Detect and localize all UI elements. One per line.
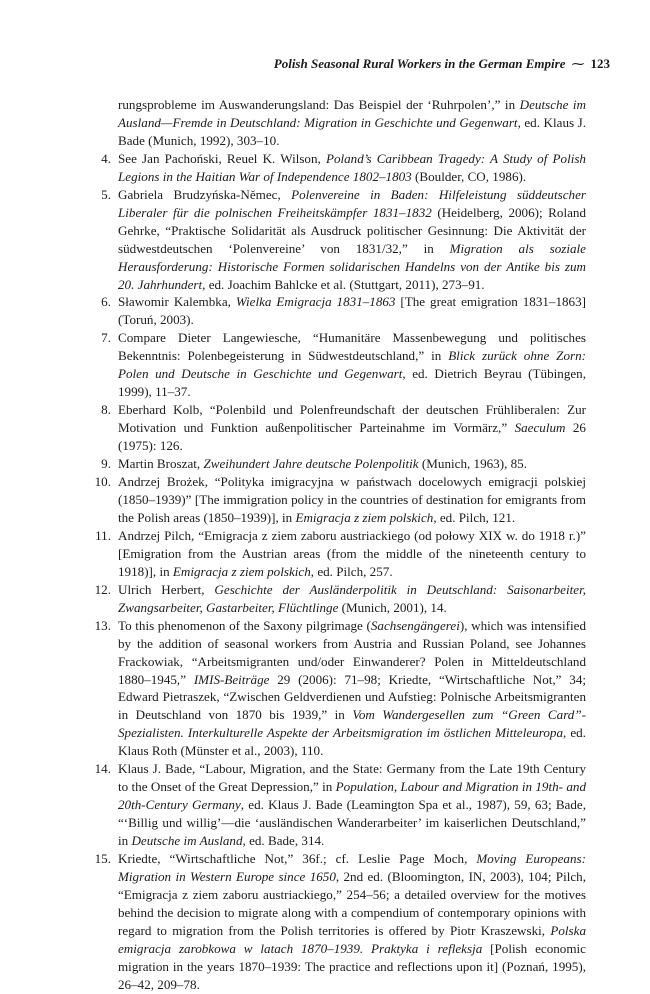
note-text: , ed. Klaus J. Bade (Leamington Spa et al., 1987), 59, 63; Bade, “‘Billig und willig’—die ‘ausländischen Wanderarbeiter’ im kaiserlichen Deutschland,” in <box>118 797 586 849</box>
endnote-number: 11. <box>95 527 111 543</box>
endnote-item <box>60 527 586 581</box>
note-text: Ulrich Herbert, <box>118 581 215 597</box>
endnote-body <box>118 329 586 401</box>
endnote-number: 6. <box>101 294 111 310</box>
endnote-item <box>60 760 586 850</box>
italic-title-text: Saeculum <box>514 420 566 436</box>
note-text: Andrzej Brożek, “Polityka imigracyjna w państwach docelowych emigracji polskiej (1850–1939)” [The immigration policy in the countries of destination for emigrants from the Polish areas (1850–1939)], in <box>118 474 586 525</box>
endnote-body <box>118 617 586 761</box>
endnote-body <box>118 455 586 473</box>
endnote-item <box>60 293 586 329</box>
endnote-number: 5. <box>101 186 111 202</box>
page-number: 123 <box>590 56 610 71</box>
note-text: Klaus J. Bade, “Labour, Migration, and the State: Germany from the Late 19th Century to the Onset of the Great Depression,” in <box>118 761 586 795</box>
note-text: 29 (2006): 71–98; Kriedte, “Wirtschaftliche Not,” 34; Edward Pietraszek, “Zwischen Geldverdienen und Aufstieg: Polnische Arbeitsmigranten in Deutschland von 1870 bis 1939,” in <box>118 671 586 723</box>
endnote-body <box>118 850 586 994</box>
italic-title-text: Zweihundert Jahre deutsche Polenpolitik <box>203 456 419 472</box>
endnote-number: 9. <box>101 456 111 472</box>
note-text: Kriedte, “Wirtschaftliche Not,” 36f.; cf. Leslie Page Moch, <box>118 851 477 867</box>
italic-title-text: Emigracja z ziem polskich <box>295 509 434 525</box>
endnotes-list <box>60 96 586 994</box>
note-text: (Heidelberg, 2006); Roland Gehrke, “Praktische Solidarität als Ausdruck politischer Gesinnung: Die Aktivität der südwestdeutschen ‘Polenvereine’ von 1831/32,” in <box>118 204 586 256</box>
italic-title-text: Vom Wandergesellen zum “Green Card”-Spezialisten. Interkulturelle Aspekte der Arbeitsmigration im östlichen Mitteleuropa <box>118 707 586 741</box>
italic-title-text: IMIS-Beiträge <box>193 671 270 687</box>
running-head <box>140 56 610 72</box>
endnote-number: 10. <box>94 474 111 490</box>
note-text: , ed. Klaus Roth (Münster et al., 2003), 110. <box>118 725 586 759</box>
note-text: , ed. Dietrich Beyrau (Tübingen, 1999), 11–37. <box>118 366 586 400</box>
note-text: Compare Dieter Langewiesche, “Humanitäre Massenbewegung und politisches Bekenntnis: Polenbegeisterung in Südwestdeutschland,” in <box>118 330 586 364</box>
endnote-body <box>118 581 586 617</box>
note-text: , 2nd ed. (Bloomington, IN, 2003), 104; Pilch, “Emigracja z ziem zaboru austriackiego,” 254–56; a detailed overview for the motives behind the decision to migrate along with a compendium of contemporary opinions with regard to migration from the Polish territories is offered by Piotr Kraszewski, <box>118 868 586 938</box>
note-text: [Polish economic migration in the years 1870–1939: The practice and reflections upon it] (Poznań, 1995), 26–42, 209–78. <box>118 940 586 992</box>
note-text: To this phenomenon of the Saxony pilgrimage ( <box>118 617 371 633</box>
italic-title-text: Wielka Emigracja 1831–1863 <box>235 294 396 310</box>
italic-title-text: Moving Europeans: Migration in Western Europe since 1650 <box>118 851 586 884</box>
note-text: , ed. Pilch, 257. <box>310 563 393 579</box>
endnote-body <box>118 186 586 294</box>
endnote-body <box>118 401 586 455</box>
italic-title-text: Deutsche im Ausland—Fremde in Deutschland: Migration in Geschichte und Gegenwart <box>118 97 586 130</box>
note-text: ), which was intensified by the addition of seasonal workers from Austria and Russian Poland, see Johannes Frackowiak, “Arbeitsmigranten und/oder Einwanderer? Polen in Mitteldeutschland 1880–1945,” <box>118 617 587 687</box>
endnote-number: 8. <box>101 402 111 418</box>
endnote-number: 15. <box>94 851 111 867</box>
running-title: Polish Seasonal Rural Workers in the German Empire <box>273 56 566 71</box>
note-continuation <box>60 96 586 150</box>
endnote-item <box>60 150 586 186</box>
note-text: Eberhard Kolb, “Polenbild und Polenfreundschaft der deutschen Frühliberalen: Zur Motivation und Funktion außenpolitischer Parteinahme im Vormärz,” <box>118 402 586 436</box>
note-text: (Munich, 2001), 14. <box>338 599 447 615</box>
endnote-item <box>60 617 586 761</box>
note-text: , ed. Bade, 314. <box>242 833 325 849</box>
italic-title-text: Population, Labour and Migration in 19th- and 20th-Century Germany <box>118 779 586 813</box>
note-text: Sławomir Kalembka, <box>118 294 236 310</box>
endnote-item <box>60 401 586 455</box>
endnote-body <box>118 473 586 527</box>
endnote-item <box>60 186 586 294</box>
note-text: (Munich, 1963), 85. <box>418 456 528 472</box>
endnote-number: 4. <box>101 150 111 166</box>
note-text: Martin Broszat, <box>118 456 204 472</box>
italic-title-text: Migration als soziale Herausforderung: Historische Formen solidarischen Handelns von der Antike bis zum 20. Jahrhundert <box>118 240 586 292</box>
note-text: [The great emigration 1831–1863] (Toruń, 2003). <box>118 294 587 328</box>
endnote-item <box>60 455 586 473</box>
endnote-item <box>60 581 586 617</box>
ornament-icon: ⁓ <box>571 56 585 71</box>
endnote-body <box>118 150 586 186</box>
note-text: 26 (1975): 126. <box>118 420 586 454</box>
endnote-number: 13. <box>94 617 111 633</box>
endnote-number: 12. <box>94 581 111 597</box>
note-text: , ed. Joachim Bahlcke et al. (Stuttgart, 2011), 273–91. <box>202 276 485 292</box>
endnote-item <box>60 329 586 401</box>
note-text: rungsprobleme im Auswanderungsland: Das Beispiel der ‘Ruhrpolen’,” in <box>118 97 520 112</box>
italic-title-text: Poland’s Caribbean Tragedy: A Study of Polish Legions in the Haitian War of Independence 1802–1803 <box>118 150 586 184</box>
note-text: (Boulder, CO, 1986). <box>411 168 527 184</box>
endnote-number: 14. <box>94 761 111 777</box>
note-text: See Jan Pachoński, Reuel K. Wilson, <box>118 150 326 166</box>
italic-title-text: Polenvereine in Baden: Hilfeleistung süddeutscher Liberaler für die polnischen Freiheitskämpfer 1831–1832 <box>118 186 586 220</box>
endnote-body <box>118 527 586 581</box>
endnote-body <box>118 760 586 850</box>
italic-title-text: Emigracja z ziem polskich <box>172 563 311 579</box>
endnote-item <box>60 850 586 994</box>
italic-title-text: Geschichte der Ausländerpolitik in Deutschland: Saisonarbeiter, Zwangsarbeiter, Gastarbeiter, Flüchtlinge <box>118 581 586 615</box>
italic-title-text: Polska emigracja zarobkowa w latach 1870–1939. Praktyka i refleksja <box>118 922 586 956</box>
endnote-item <box>60 473 586 527</box>
note-text: Gabriela Brudzyńska-Němec, <box>118 186 292 202</box>
note-text: , ed. Pilch, 121. <box>433 509 516 525</box>
italic-title-text: Blick zurück ohne Zorn: Polen und Deutsche in Geschichte und Gegenwart <box>118 348 586 382</box>
endnote-body <box>118 293 586 329</box>
italic-title-text: Sachsengängerei <box>370 617 460 633</box>
italic-title-text: Deutsche im Ausland <box>131 833 243 849</box>
note-text: , ed. Klaus J. Bade (Munich, 1992), 303–10. <box>118 114 586 148</box>
note-text: Andrzej Pilch, “Emigracja z ziem zaboru austriackiego (od połowy XIX w. do 1918 r.)” [Emigration from the Austrian areas (from the middle of the nineteenth century to 1918)], in <box>118 527 586 579</box>
endnote-number: 7. <box>101 330 111 346</box>
